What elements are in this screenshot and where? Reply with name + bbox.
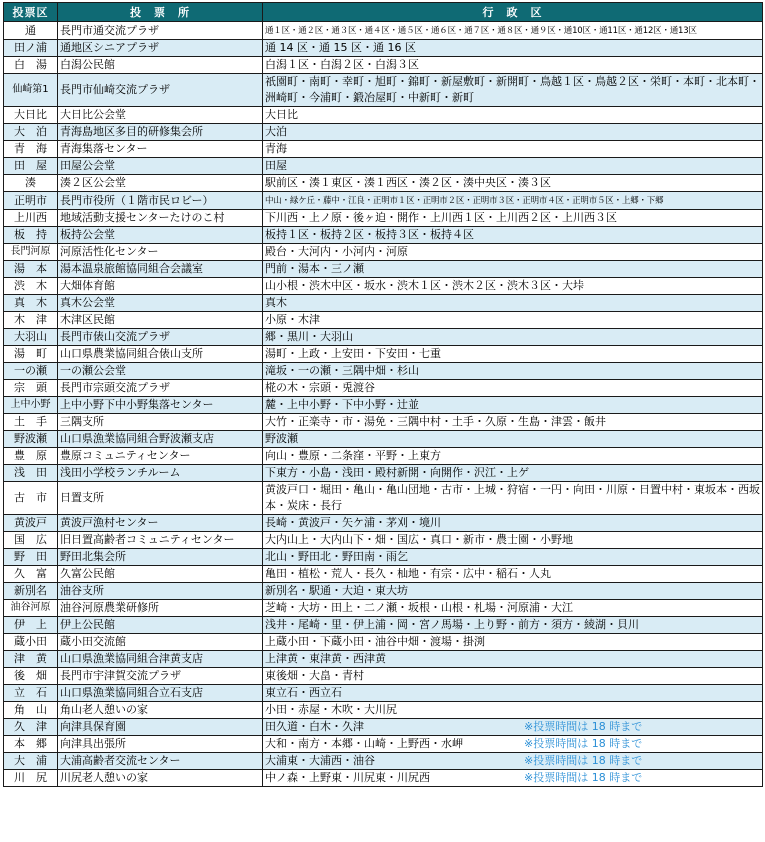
place-cell: 山口県農業協同組合俵山支所: [58, 346, 263, 363]
area-text: 東後畑・大畠・青村: [265, 669, 364, 682]
table-row: [4, 532, 763, 549]
district-cell: 久 津: [4, 719, 58, 736]
area-cell: [263, 617, 763, 634]
district-cell: 白 湯: [4, 57, 58, 74]
area-text: 芝崎・大坊・田上・二ノ瀬・坂根・山根・札場・河原浦・大江: [265, 601, 573, 614]
district-cell: 田 屋: [4, 158, 58, 175]
district-cell: 青 海: [4, 141, 58, 158]
area-cell: [263, 448, 763, 465]
header-district: 投票区: [4, 3, 58, 22]
area-text: 東立石・西立石: [265, 686, 342, 699]
district-cell: 野 田: [4, 549, 58, 566]
area-cell: [263, 380, 763, 397]
header-area: 行 政 区: [263, 3, 763, 22]
area-text: 田屋: [265, 159, 287, 172]
place-cell: 山口県漁業協同組合津黄支店: [58, 651, 263, 668]
area-cell: [263, 515, 763, 532]
district-cell: 立 石: [4, 685, 58, 702]
district-cell: 仙崎第1: [4, 74, 58, 107]
district-cell: 湯 町: [4, 346, 58, 363]
table-row: [4, 651, 763, 668]
table-row: [4, 549, 763, 566]
area-cell: [263, 702, 763, 719]
district-cell: 後 畑: [4, 668, 58, 685]
area-text: 中山・緑ケ丘・藤中・江良・正明市１区・正明市２区・正明市３区・正明市４区・正明市５区・上郷・下郷: [265, 196, 664, 206]
area-text: 椛の木・宗頭・兎渡谷: [265, 381, 375, 394]
place-cell: 浅田小学校ランチルーム: [58, 465, 263, 482]
place-cell: 山口県漁業協同組合野波瀬支店: [58, 431, 263, 448]
area-text: 野波瀬: [265, 432, 298, 445]
area-cell: [263, 295, 763, 312]
area-text: 新別名・駅通・大迫・東大坊: [265, 584, 408, 597]
table-row: [4, 158, 763, 175]
district-cell: 国 広: [4, 532, 58, 549]
area-text: 祇園町・南町・幸町・旭町・錦町・新屋敷町・新開町・鳥越１区・鳥越２区・栄町・本町・北本町・洲崎町・今浦町・鍛冶屋町・中新町・新町: [265, 75, 760, 104]
area-text: 板持１区・板持２区・板持３区・板持４区: [265, 228, 474, 241]
area-text: 山小根・渋木中区・坂水・渋木１区・渋木２区・渋木３区・大垰: [265, 279, 584, 292]
place-cell: 黄波戸漁村センター: [58, 515, 263, 532]
table-row: [4, 175, 763, 192]
area-text: 長崎・黄波戸・矢ケ浦・茅刈・境川: [265, 516, 441, 529]
table-row: [4, 329, 763, 346]
area-text: 浅井・尾崎・里・伊上浦・岡・宮ノ馬場・上り野・前方・須方・綾湖・貝川: [265, 618, 639, 631]
area-cell: [263, 175, 763, 192]
place-cell: 三隅支所: [58, 414, 263, 431]
area-cell: [263, 57, 763, 74]
area-cell: [263, 312, 763, 329]
table-row: [4, 40, 763, 57]
area-cell: [263, 465, 763, 482]
place-cell: 野田北集会所: [58, 549, 263, 566]
table-row: [4, 244, 763, 261]
district-cell: 角 山: [4, 702, 58, 719]
area-cell: [263, 600, 763, 617]
place-cell: 長門市役所（１階市民ロビー）: [58, 192, 263, 210]
district-cell: 土 手: [4, 414, 58, 431]
area-cell: [263, 431, 763, 448]
area-text: 青海: [265, 142, 287, 155]
voting-time-note: ※投票時間は 18 時まで: [524, 771, 643, 784]
table-header-row: [4, 3, 763, 22]
table-row: [4, 668, 763, 685]
area-text: 通１区・通２区・通３区・通４区・通５区・通６区・通７区・通８区・通９区・通10区・通11区・通12区・通13区: [265, 26, 697, 36]
table-row: [4, 141, 763, 158]
place-cell: 山口県漁業協同組合立石支店: [58, 685, 263, 702]
voting-time-note: ※投票時間は 18 時まで: [524, 737, 643, 750]
area-cell: [263, 244, 763, 261]
place-cell: 長門市宗頭交流プラザ: [58, 380, 263, 397]
area-cell: [263, 532, 763, 549]
table-row: [4, 685, 763, 702]
place-cell: 長門市通交流プラザ: [58, 22, 263, 40]
place-cell: 大畑体育館: [58, 278, 263, 295]
area-cell: [263, 124, 763, 141]
area-text: 大和・南方・本郷・山崎・上野西・水岬: [265, 737, 463, 750]
area-cell: [263, 583, 763, 600]
district-cell: 油谷河原: [4, 600, 58, 617]
table-row: [4, 515, 763, 532]
place-cell: 長門市俵山交流プラザ: [58, 329, 263, 346]
area-cell: [263, 482, 763, 515]
table-row: [4, 736, 763, 753]
district-cell: 蔵小田: [4, 634, 58, 651]
district-cell: 渋 木: [4, 278, 58, 295]
area-cell: [263, 40, 763, 57]
area-text: 通 14 区・通 15 区・通 16 区: [265, 41, 416, 54]
district-cell: 大 浦: [4, 753, 58, 770]
area-text: 下東方・小島・浅田・殿村新開・向開作・沢江・上ゲ: [265, 466, 529, 479]
table-row: [4, 431, 763, 448]
district-cell: 久 富: [4, 566, 58, 583]
area-text: 大浦東・大浦西・油谷: [265, 754, 375, 767]
place-cell: 向津具保育園: [58, 719, 263, 736]
area-text: 上蔵小田・下蔵小田・油谷中畑・渡場・掛渕: [265, 635, 485, 648]
table-row: [4, 363, 763, 380]
area-text: 大泊: [265, 125, 287, 138]
place-cell: 角山老人憩いの家: [58, 702, 263, 719]
district-cell: 一の瀬: [4, 363, 58, 380]
district-cell: 田ノ浦: [4, 40, 58, 57]
table-row: [4, 583, 763, 600]
area-cell: [263, 74, 763, 107]
area-text: 小田・赤屋・木吹・大川尻: [265, 703, 397, 716]
district-cell: 上川西: [4, 210, 58, 227]
area-text: 駅前区・湊１東区・湊１西区・湊２区・湊中央区・湊３区: [265, 176, 551, 189]
place-cell: 油谷河原農業研修所: [58, 600, 263, 617]
area-text: 真木: [265, 296, 287, 309]
area-cell: [263, 192, 763, 210]
table-row: [4, 261, 763, 278]
area-text: 大日比: [265, 108, 298, 121]
place-cell: 大日比公会堂: [58, 107, 263, 124]
district-cell: 上中小野: [4, 397, 58, 414]
district-cell: 大日比: [4, 107, 58, 124]
place-cell: 日置支所: [58, 482, 263, 515]
table-row: [4, 702, 763, 719]
area-cell: [263, 261, 763, 278]
table-row: [4, 770, 763, 787]
table-row: [4, 22, 763, 40]
place-cell: 川尻老人憩いの家: [58, 770, 263, 787]
district-cell: 真 木: [4, 295, 58, 312]
place-cell: 油谷支所: [58, 583, 263, 600]
place-cell: 板持公会堂: [58, 227, 263, 244]
table-row: [4, 210, 763, 227]
area-cell: [263, 651, 763, 668]
place-cell: 湊２区公会堂: [58, 175, 263, 192]
place-cell: 向津具出張所: [58, 736, 263, 753]
area-cell: [263, 685, 763, 702]
table-row: [4, 448, 763, 465]
area-cell: [263, 363, 763, 380]
area-cell: [263, 736, 763, 753]
area-text: 黄波戸口・堀田・亀山・亀山団地・古市・上城・狩宿・一円・向田・川原・日置中村・東坂本・西坂本・炭床・長行: [265, 483, 760, 512]
table-row: [4, 227, 763, 244]
area-cell: [263, 668, 763, 685]
district-cell: 大羽山: [4, 329, 58, 346]
area-cell: [263, 414, 763, 431]
district-cell: 新別名: [4, 583, 58, 600]
area-text: 中ノ森・上野東・川尻東・川尻西: [265, 771, 430, 784]
header-place: 投 票 所: [58, 3, 263, 22]
area-text: 門前・湯本・三ノ瀬: [265, 262, 364, 275]
polling-stations-table: [3, 2, 763, 787]
place-cell: 一の瀬公会堂: [58, 363, 263, 380]
area-cell: [263, 107, 763, 124]
district-cell: 黄波戸: [4, 515, 58, 532]
table-row: [4, 617, 763, 634]
place-cell: 真木公会堂: [58, 295, 263, 312]
table-row: [4, 295, 763, 312]
area-cell: [263, 719, 763, 736]
place-cell: 田屋公会堂: [58, 158, 263, 175]
district-cell: 湊: [4, 175, 58, 192]
district-cell: 宗 頭: [4, 380, 58, 397]
area-text: 小原・木津: [265, 313, 320, 326]
area-cell: [263, 634, 763, 651]
area-text: 殿台・大河内・小河内・河原: [265, 245, 408, 258]
table-row: [4, 634, 763, 651]
area-text: 北山・野田北・野田南・雨乞: [265, 550, 408, 563]
area-text: 亀田・植松・荒人・長久・杣地・有宗・広中・稲石・人丸: [265, 567, 551, 580]
area-text: 湯町・上政・上安田・下安田・七重: [265, 347, 441, 360]
place-cell: 湯本温泉旅館協同組合会議室: [58, 261, 263, 278]
district-cell: 長門河原: [4, 244, 58, 261]
area-cell: [263, 158, 763, 175]
district-cell: 伊 上: [4, 617, 58, 634]
district-cell: 本 郷: [4, 736, 58, 753]
place-cell: 長門市宇津賀交流プラザ: [58, 668, 263, 685]
table-row: [4, 380, 763, 397]
area-cell: [263, 141, 763, 158]
table-row: [4, 719, 763, 736]
area-cell: [263, 210, 763, 227]
area-text: 白潟１区・白潟２区・白潟３区: [265, 58, 419, 71]
table-row: [4, 753, 763, 770]
area-text: 下川西・上ノ原・後ヶ迫・開作・上川西１区・上川西２区・上川西３区: [265, 211, 617, 224]
table-row: [4, 192, 763, 210]
area-cell: [263, 278, 763, 295]
area-cell: [263, 770, 763, 787]
place-cell: 大浦高齢者交流センター: [58, 753, 263, 770]
district-cell: 木 津: [4, 312, 58, 329]
table-row: [4, 465, 763, 482]
area-text: 上津黄・東津黄・西津黄: [265, 652, 386, 665]
area-text: 滝坂・一の瀬・三隅中畑・杉山: [265, 364, 419, 377]
area-text: 大竹・正楽寺・市・湯免・三隅中村・土手・久原・生島・津雲・飯井: [265, 415, 606, 428]
area-cell: [263, 329, 763, 346]
district-cell: 浅 田: [4, 465, 58, 482]
area-text: 麓・上中小野・下中小野・辻並: [265, 398, 419, 411]
table-row: [4, 312, 763, 329]
place-cell: 地域活動支援センターたけのこ村: [58, 210, 263, 227]
voting-time-note: ※投票時間は 18 時まで: [524, 720, 643, 733]
table-row: [4, 600, 763, 617]
place-cell: 旧日置高齢者コミュニティセンター: [58, 532, 263, 549]
area-cell: [263, 227, 763, 244]
area-cell: [263, 22, 763, 40]
area-text: 向山・豊原・二条窪・平野・上東方: [265, 449, 441, 462]
table-row: [4, 278, 763, 295]
area-text: 郷・黒川・大羽山: [265, 330, 353, 343]
area-text: 大内山上・大内山下・畑・国広・真口・新市・農士園・小野地: [265, 533, 573, 546]
district-cell: 正明市: [4, 192, 58, 210]
area-cell: [263, 549, 763, 566]
area-text: 田久道・白木・久津: [265, 720, 364, 733]
place-cell: 久富公民館: [58, 566, 263, 583]
district-cell: 古 市: [4, 482, 58, 515]
district-cell: 大 泊: [4, 124, 58, 141]
place-cell: 長門市仙崎交流プラザ: [58, 74, 263, 107]
place-cell: 通地区シニアプラザ: [58, 40, 263, 57]
area-cell: [263, 753, 763, 770]
place-cell: 豊原コミュニティセンター: [58, 448, 263, 465]
table-row: [4, 397, 763, 414]
district-cell: 川 尻: [4, 770, 58, 787]
district-cell: 湯 本: [4, 261, 58, 278]
table-body: [4, 22, 763, 787]
place-cell: 青海島地区多目的研修集会所: [58, 124, 263, 141]
place-cell: 伊上公民館: [58, 617, 263, 634]
table-row: [4, 107, 763, 124]
place-cell: 青海集落センター: [58, 141, 263, 158]
voting-time-note: ※投票時間は 18 時まで: [524, 754, 643, 767]
area-cell: [263, 566, 763, 583]
place-cell: 木津区民館: [58, 312, 263, 329]
area-cell: [263, 346, 763, 363]
table-row: [4, 566, 763, 583]
place-cell: 白潟公民館: [58, 57, 263, 74]
place-cell: 河原活性化センター: [58, 244, 263, 261]
table-row: [4, 57, 763, 74]
table-row: [4, 482, 763, 515]
district-cell: 豊 原: [4, 448, 58, 465]
district-cell: 板 持: [4, 227, 58, 244]
table-row: [4, 346, 763, 363]
table-row: [4, 414, 763, 431]
table-row: [4, 124, 763, 141]
table-row: [4, 74, 763, 107]
place-cell: 上中小野下中小野集落センター: [58, 397, 263, 414]
district-cell: 通: [4, 22, 58, 40]
district-cell: 津 黄: [4, 651, 58, 668]
place-cell: 蔵小田交流館: [58, 634, 263, 651]
district-cell: 野波瀬: [4, 431, 58, 448]
polling-stations-table-container: [3, 2, 762, 787]
area-cell: [263, 397, 763, 414]
